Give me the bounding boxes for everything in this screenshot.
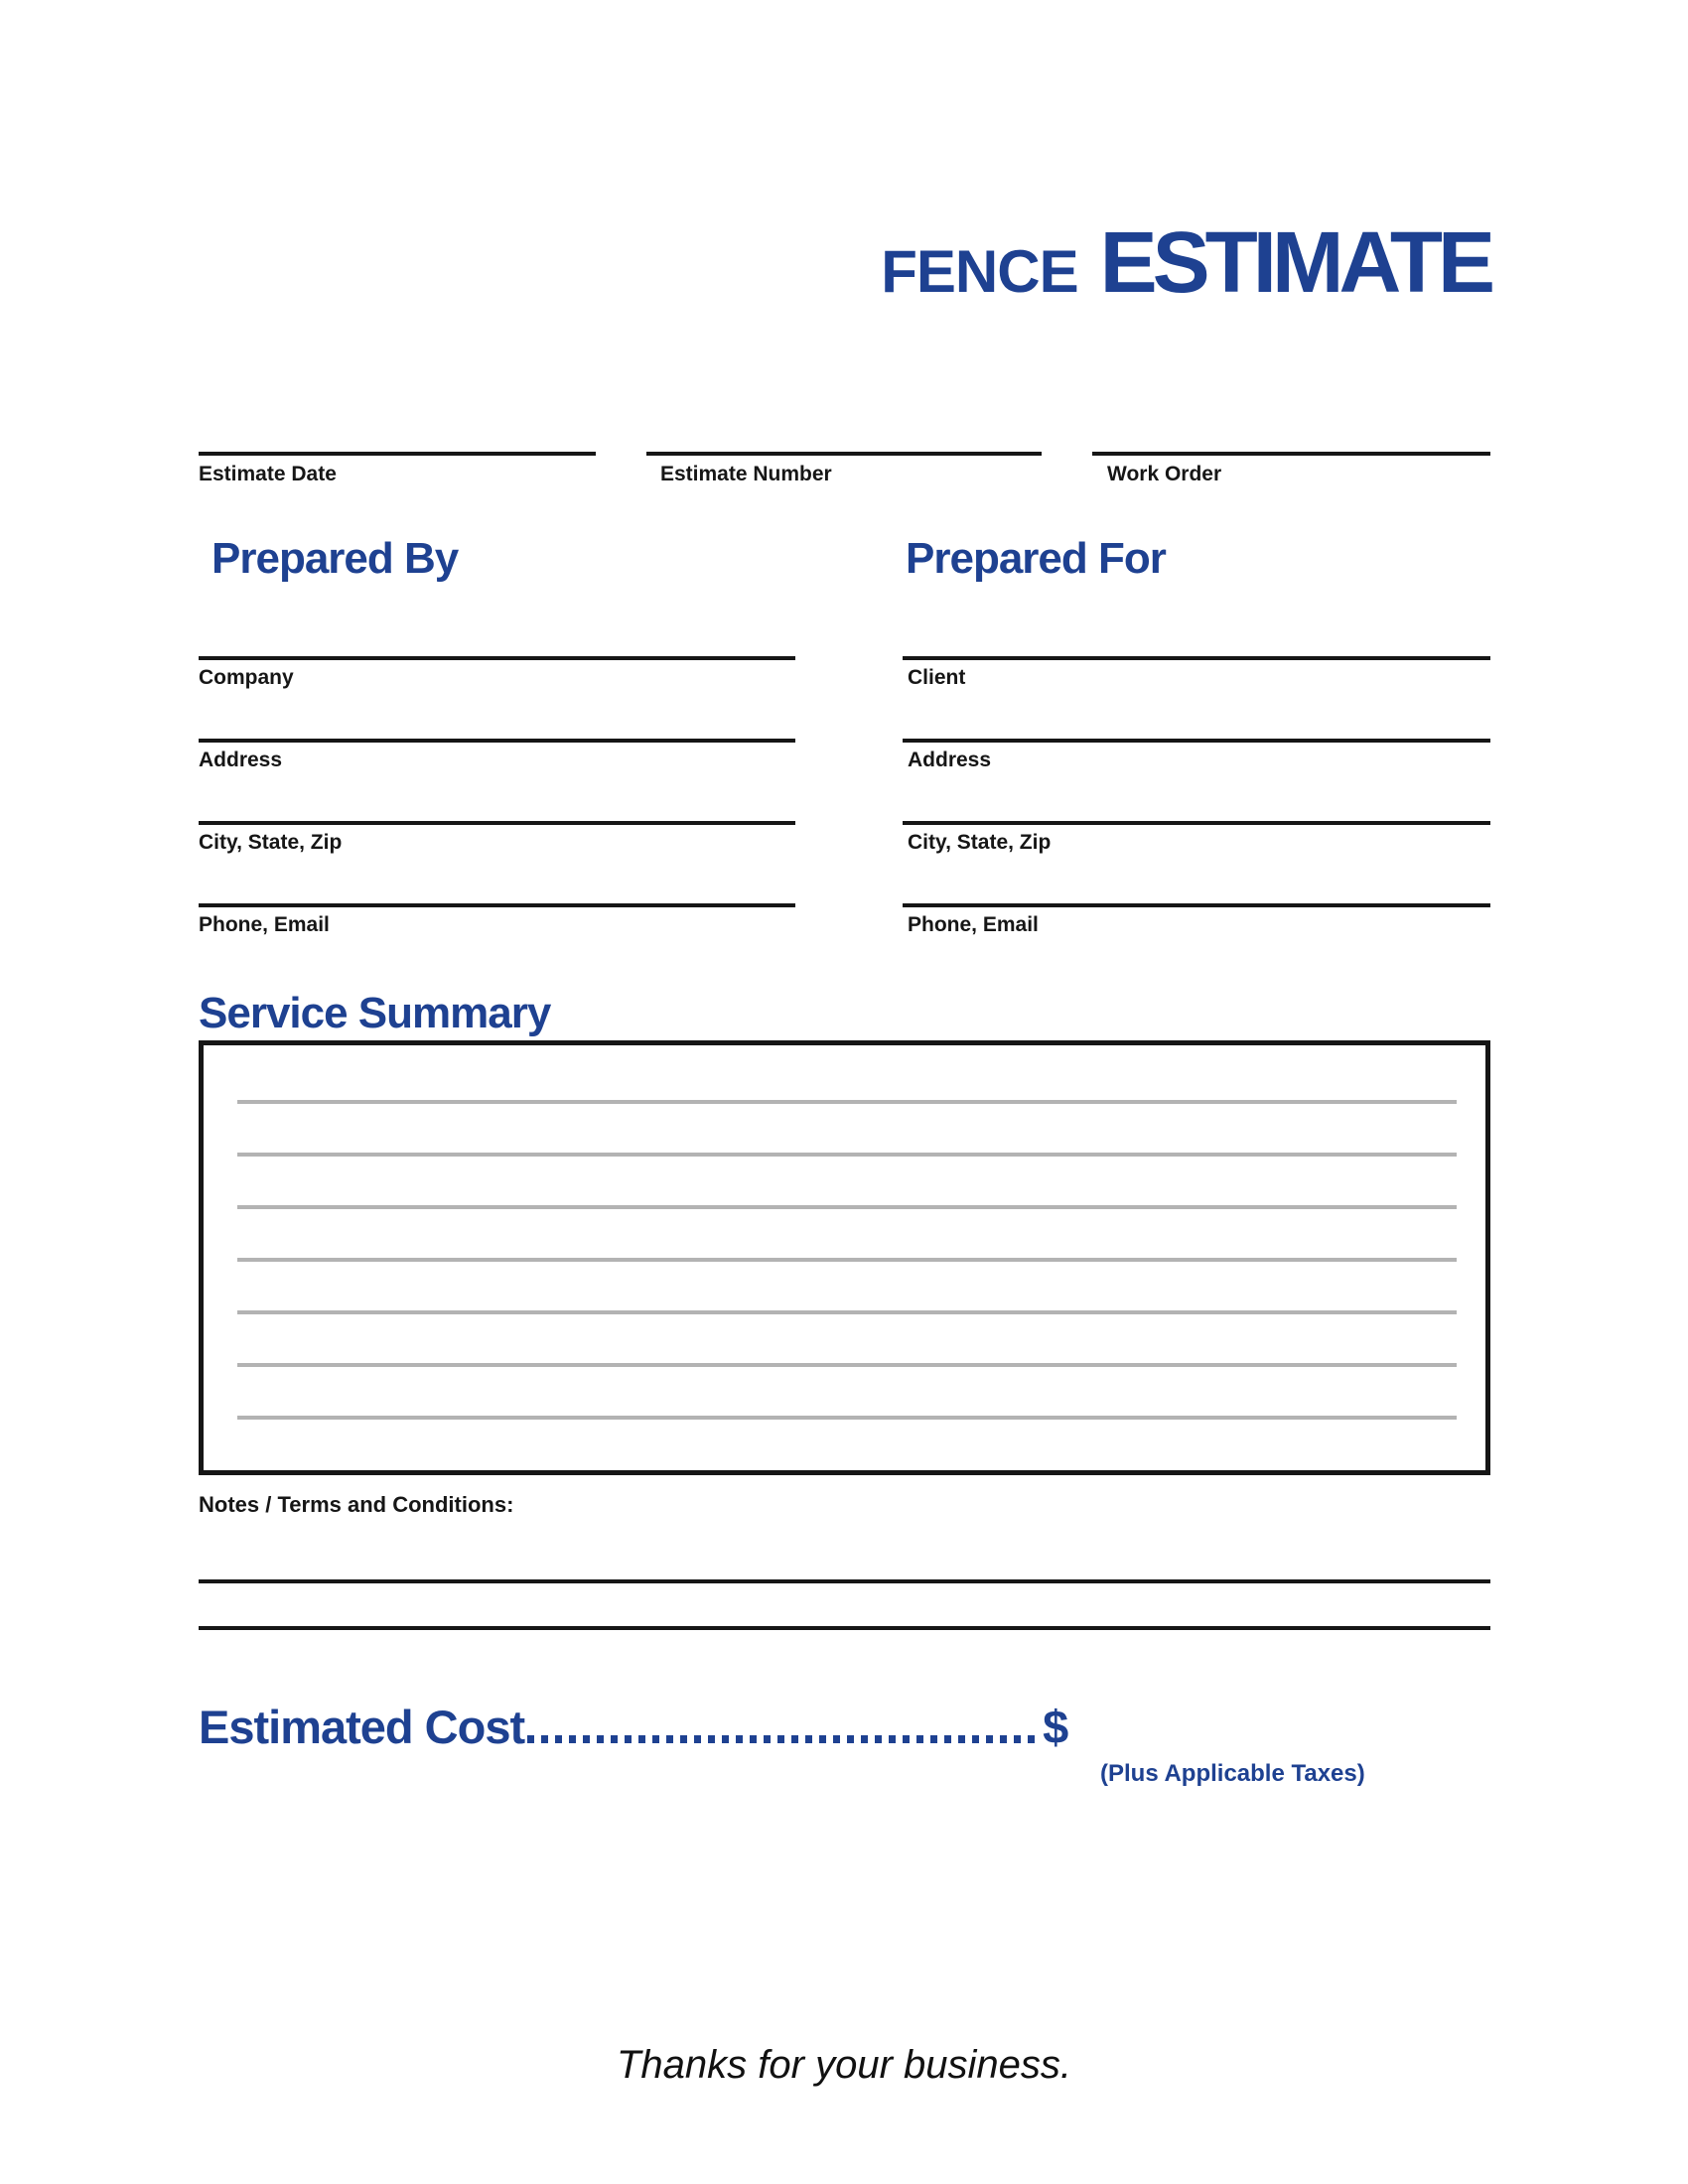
work-order-field[interactable] xyxy=(1092,452,1490,485)
prepared-by-fields xyxy=(199,656,795,986)
preparer-city-state-zip-field[interactable] xyxy=(199,821,795,903)
service-summary-heading: Service Summary xyxy=(199,989,551,1037)
meta-fields-row xyxy=(199,452,1490,485)
estimate-date-label: Estimate Date xyxy=(199,463,337,485)
ruled-line xyxy=(237,1258,1457,1262)
title-word-fence: FENCE xyxy=(881,238,1078,305)
company-field[interactable] xyxy=(199,656,795,739)
client-city-state-zip-field[interactable] xyxy=(903,821,1490,903)
ruled-line xyxy=(237,1416,1457,1420)
tax-note: (Plus Applicable Taxes) xyxy=(1100,1760,1365,1787)
client-city-state-zip-label: City, State, Zip xyxy=(908,831,1052,854)
dotted-leader xyxy=(527,1735,1040,1743)
work-order-label: Work Order xyxy=(1107,463,1222,485)
notes-writing-line[interactable] xyxy=(199,1579,1490,1583)
document-title xyxy=(881,214,1490,311)
title-word-estimate: ESTIMATE xyxy=(1099,214,1490,311)
notes-writing-line[interactable] xyxy=(199,1626,1490,1630)
notes-terms-label: Notes / Terms and Conditions: xyxy=(199,1492,514,1517)
company-label: Company xyxy=(199,666,294,689)
prepared-for-fields xyxy=(903,656,1490,986)
service-summary-box[interactable] xyxy=(199,1040,1490,1475)
preparer-city-state-zip-label: City, State, Zip xyxy=(199,831,343,854)
preparer-phone-email-field[interactable] xyxy=(199,903,795,986)
footer-thanks-message: Thanks for your business. xyxy=(617,2043,1071,2087)
estimate-number-field[interactable] xyxy=(646,452,1042,485)
preparer-address-field[interactable] xyxy=(199,739,795,821)
currency-symbol: $ xyxy=(1043,1701,1069,1753)
preparer-address-label: Address xyxy=(199,749,283,771)
prepared-for-heading: Prepared For xyxy=(906,534,1166,583)
estimate-number-label: Estimate Number xyxy=(660,463,832,485)
estimated-cost-row xyxy=(199,1701,1287,1753)
ruled-line xyxy=(237,1310,1457,1314)
client-label: Client xyxy=(908,666,966,689)
ruled-line xyxy=(237,1153,1457,1157)
ruled-line xyxy=(237,1363,1457,1367)
client-field[interactable] xyxy=(903,656,1490,739)
estimate-date-field[interactable] xyxy=(199,452,596,485)
ruled-line xyxy=(237,1205,1457,1209)
client-address-field[interactable] xyxy=(903,739,1490,821)
estimated-cost-heading: Estimated Cost xyxy=(199,1701,525,1753)
ruled-line xyxy=(237,1100,1457,1104)
client-address-label: Address xyxy=(908,749,992,771)
prepared-by-heading: Prepared By xyxy=(211,534,459,583)
client-phone-email-field[interactable] xyxy=(903,903,1490,986)
preparer-phone-email-label: Phone, Email xyxy=(199,913,330,936)
client-phone-email-label: Phone, Email xyxy=(908,913,1039,936)
